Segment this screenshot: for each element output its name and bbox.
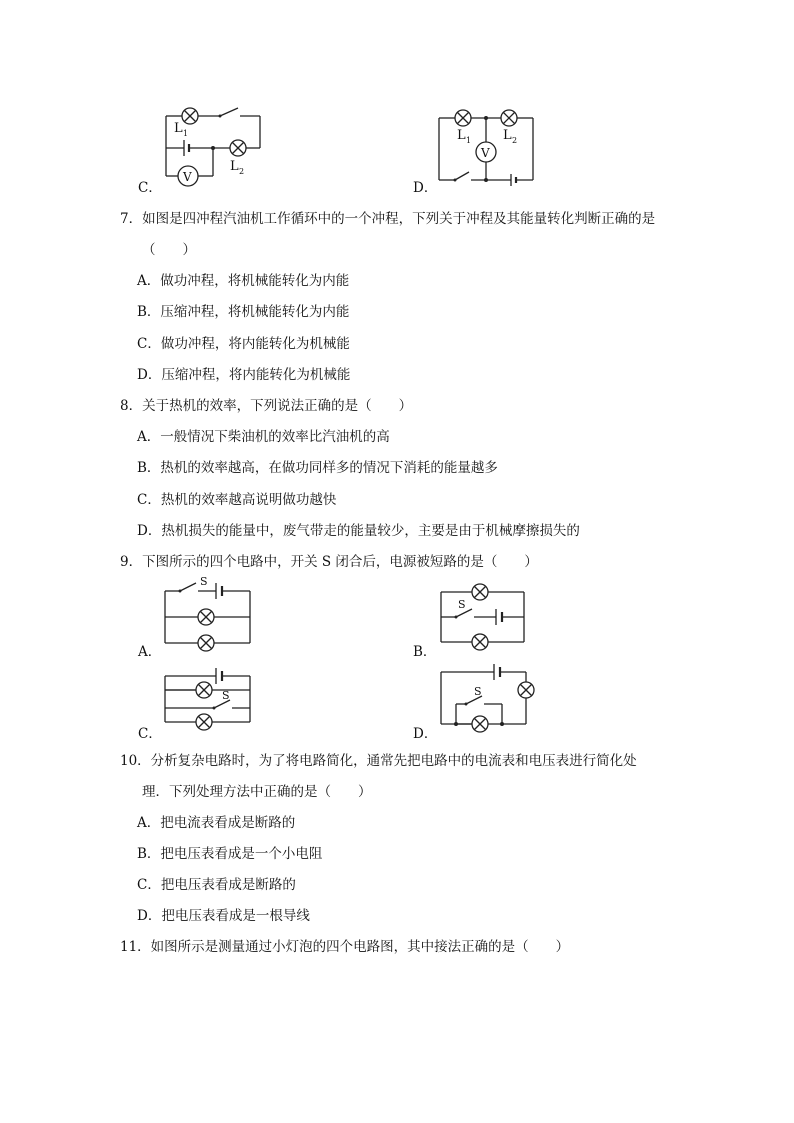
- question-8-stem: 8．关于热机的效率，下列说法正确的是（ ）: [120, 398, 413, 414]
- switch-label: S: [200, 575, 208, 588]
- lamp-label-l1: L: [457, 128, 466, 143]
- option-label-d: D．: [413, 180, 438, 196]
- question-9-label-a[interactable]: A．: [138, 644, 162, 660]
- switch-icon: [455, 172, 469, 180]
- question-8-option-a[interactable]: A．一般情况下柴油机的效率比汽油机的高: [137, 429, 390, 445]
- voltmeter-symbol: V: [481, 146, 490, 160]
- question-8-option-c[interactable]: C．热机的效率越高说明做功越快: [137, 492, 337, 508]
- circuit-diagram-9b: [436, 582, 530, 654]
- question-9-label-d[interactable]: D．: [413, 726, 438, 742]
- lamp-label-l2: L: [503, 128, 512, 143]
- question-11-stem: 11．如图所示是测量通过小灯泡的四个电路图，其中接法正确的是（ ）: [120, 939, 570, 955]
- question-10-option-a[interactable]: A．把电流表看成是断路的: [137, 815, 296, 831]
- circuit-diagram-6c: [160, 100, 270, 192]
- switch-label: S: [458, 598, 466, 611]
- switch-label: S: [474, 685, 482, 698]
- circuit-diagram-6d: [435, 106, 539, 186]
- question-9-stem: 9．下图所示的四个电路中，开关 S 闭合后，电源被短路的是（ ）: [120, 554, 538, 570]
- lamp-label-sub1: 1: [183, 129, 189, 138]
- question-10-option-c[interactable]: C．把电压表看成是断路的: [137, 877, 296, 893]
- circuit-diagram-9c: [160, 662, 256, 738]
- question-9-label-c[interactable]: C．: [138, 726, 162, 742]
- question-7-option-b[interactable]: B．压缩冲程，将机械能转化为内能: [137, 304, 350, 320]
- question-10-option-d[interactable]: D．把电压表看成是一根导线: [137, 908, 310, 924]
- lamp-label-sub1: 1: [466, 136, 472, 145]
- question-8-option-d[interactable]: D．热机损失的能量中，废气带走的能量较少，主要是由于机械摩擦损失的: [137, 523, 580, 539]
- question-10-stem: 10．分析复杂电路时，为了将电路简化，通常先把电路中的电流表和电压表进行简化处: [120, 753, 637, 769]
- question-10-option-b[interactable]: B．把电压表看成是一个小电阻: [137, 846, 323, 862]
- option-label-c: C．: [138, 180, 162, 196]
- lamp-label-l1: L: [174, 121, 183, 136]
- question-7-option-a[interactable]: A．做功冲程，将机械能转化为内能: [137, 273, 350, 289]
- lamp-label-sub2: 2: [512, 136, 518, 145]
- question-7-stem: 7．如图是四冲程汽油机工作循环中的一个冲程，下列关于冲程及其能量转化判断正确的是: [120, 211, 656, 227]
- switch-label: S: [222, 689, 230, 702]
- circuit-diagram-9d: [436, 660, 536, 736]
- switch-icon: [180, 583, 196, 591]
- question-9-label-b[interactable]: B．: [413, 644, 437, 660]
- question-7-option-d[interactable]: D．压缩冲程，将内能转化为机械能: [137, 367, 351, 383]
- switch-icon: [220, 108, 238, 116]
- circuit-diagram-9a: [160, 577, 256, 653]
- lamp-label-sub2: 2: [239, 167, 245, 176]
- voltmeter-symbol: V: [183, 170, 192, 184]
- question-7-blank: （ ）: [142, 242, 196, 258]
- question-7-option-c[interactable]: C．做功冲程，将内能转化为机械能: [137, 336, 350, 352]
- question-10-stem-cont: 理．下列处理方法中正确的是（ ）: [142, 784, 372, 800]
- question-8-option-b[interactable]: B．热机的效率越高，在做功同样多的情况下消耗的能量越多: [137, 460, 498, 476]
- lamp-label-l2: L: [230, 159, 239, 174]
